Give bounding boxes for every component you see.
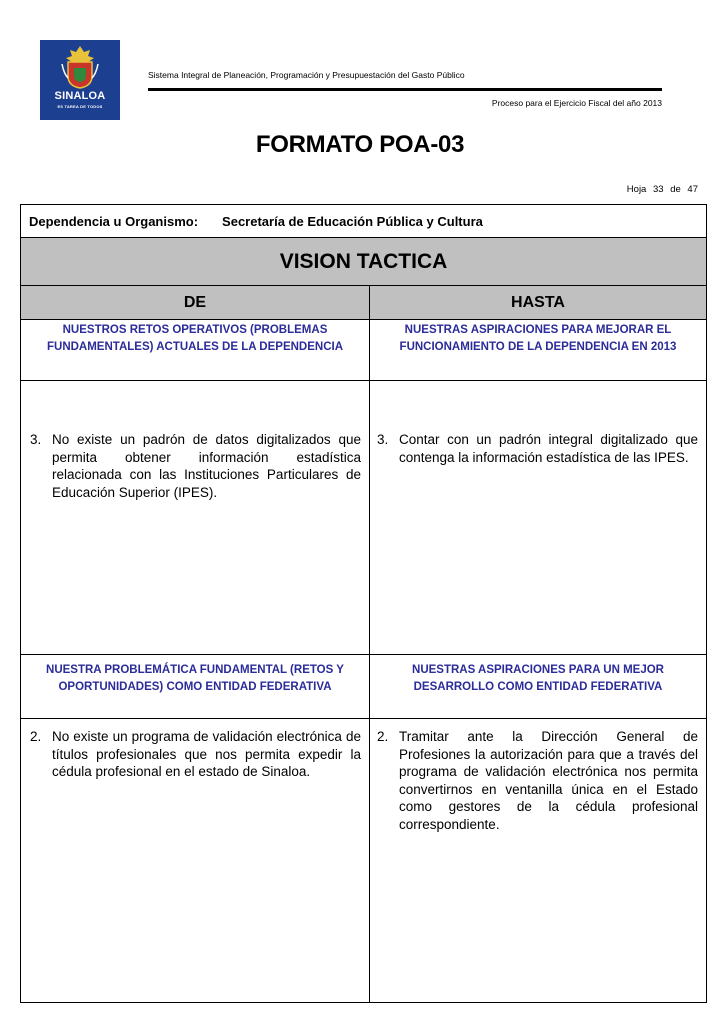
sinaloa-logo (40, 40, 120, 120)
system-title: Sistema Integral de Planeación, Programación y Presupuestación del Gasto Público (148, 70, 465, 80)
section-1-right-header: NUESTRAS ASPIRACIONES PARA MEJORAR EL FUNCIONAMIENTO DE LA DEPENDENCIA EN 2013 (399, 324, 677, 353)
process-label: Proceso para el Ejercicio Fiscal del año 2013 (491, 98, 662, 108)
sheet-number (627, 184, 698, 195)
item-number: 2. (377, 729, 389, 744)
section-2-right-header: NUESTRAS ASPIRACIONES PARA UN MEJOR DESARROLLO COMO ENTIDAD FEDERATIVA (412, 664, 664, 693)
list-item (30, 431, 361, 501)
column-header-to: HASTA (511, 294, 565, 311)
form-title: FORMATO POA-03 (255, 131, 465, 158)
item-text: Contar con un padrón integral digitalizado que contenga la información estadística de las IPES. (399, 432, 698, 465)
list-item (377, 431, 698, 466)
dependency-row (21, 205, 706, 238)
section-2-left-header: NUESTRA PROBLEMÁTICA FUNDAMENTAL (RETOS Y OPORTUNIDADES) COMO ENTIDAD FEDERATIVA (21, 655, 370, 718)
header-divider (148, 88, 662, 91)
column-header-from: DE (21, 286, 370, 320)
section-2-right-body (370, 719, 706, 1002)
item-text: No existe un padrón de datos digitalizados que permita obtener información estadística relacionada con las Instituciones Particulares de Educación Superior (IPES). (52, 432, 361, 500)
section-1-left-body (21, 381, 370, 654)
item-number: 3. (377, 432, 389, 447)
section-1-right-body (370, 381, 706, 654)
dependency-label: Dependencia u Organismo: (29, 214, 199, 229)
item-text: Tramitar ante la Dirección General de Profesiones la autorización para que a través del programa de validación electrónica nos permita convertirnos en ventanilla única en el Estado como gestores de la cédula profesional correspondiente. (399, 729, 698, 832)
list-item (377, 728, 698, 833)
list-item (30, 728, 361, 781)
vision-table (20, 204, 707, 1003)
item-number: 3. (30, 432, 42, 447)
dependency-value: Secretaría de Educación Pública y Cultura (222, 214, 483, 229)
logo-slogan: ES TAREA DE TODOS (57, 104, 103, 109)
section-2-left-body (21, 719, 370, 1002)
item-number: 2. (30, 729, 42, 744)
column-headers (21, 286, 706, 320)
section-1-left-header: NUESTROS RETOS OPERATIVOS (PROBLEMAS FUNDAMENTALES) ACTUALES DE LA DEPENDENCIA (21, 320, 370, 380)
table-title: VISION TACTICA (21, 238, 706, 286)
logo-name: SINALOA (54, 90, 106, 102)
sheet-of: de (670, 184, 681, 195)
sheet-label: Hoja (626, 184, 647, 195)
item-text: No existe un programa de validación electrónica de títulos profesionales que nos permita expedir la cédula profesional en el estado de Sinaloa. (52, 729, 361, 779)
sheet-current: 33 (652, 184, 664, 195)
sheet-total: 47 (687, 184, 698, 195)
